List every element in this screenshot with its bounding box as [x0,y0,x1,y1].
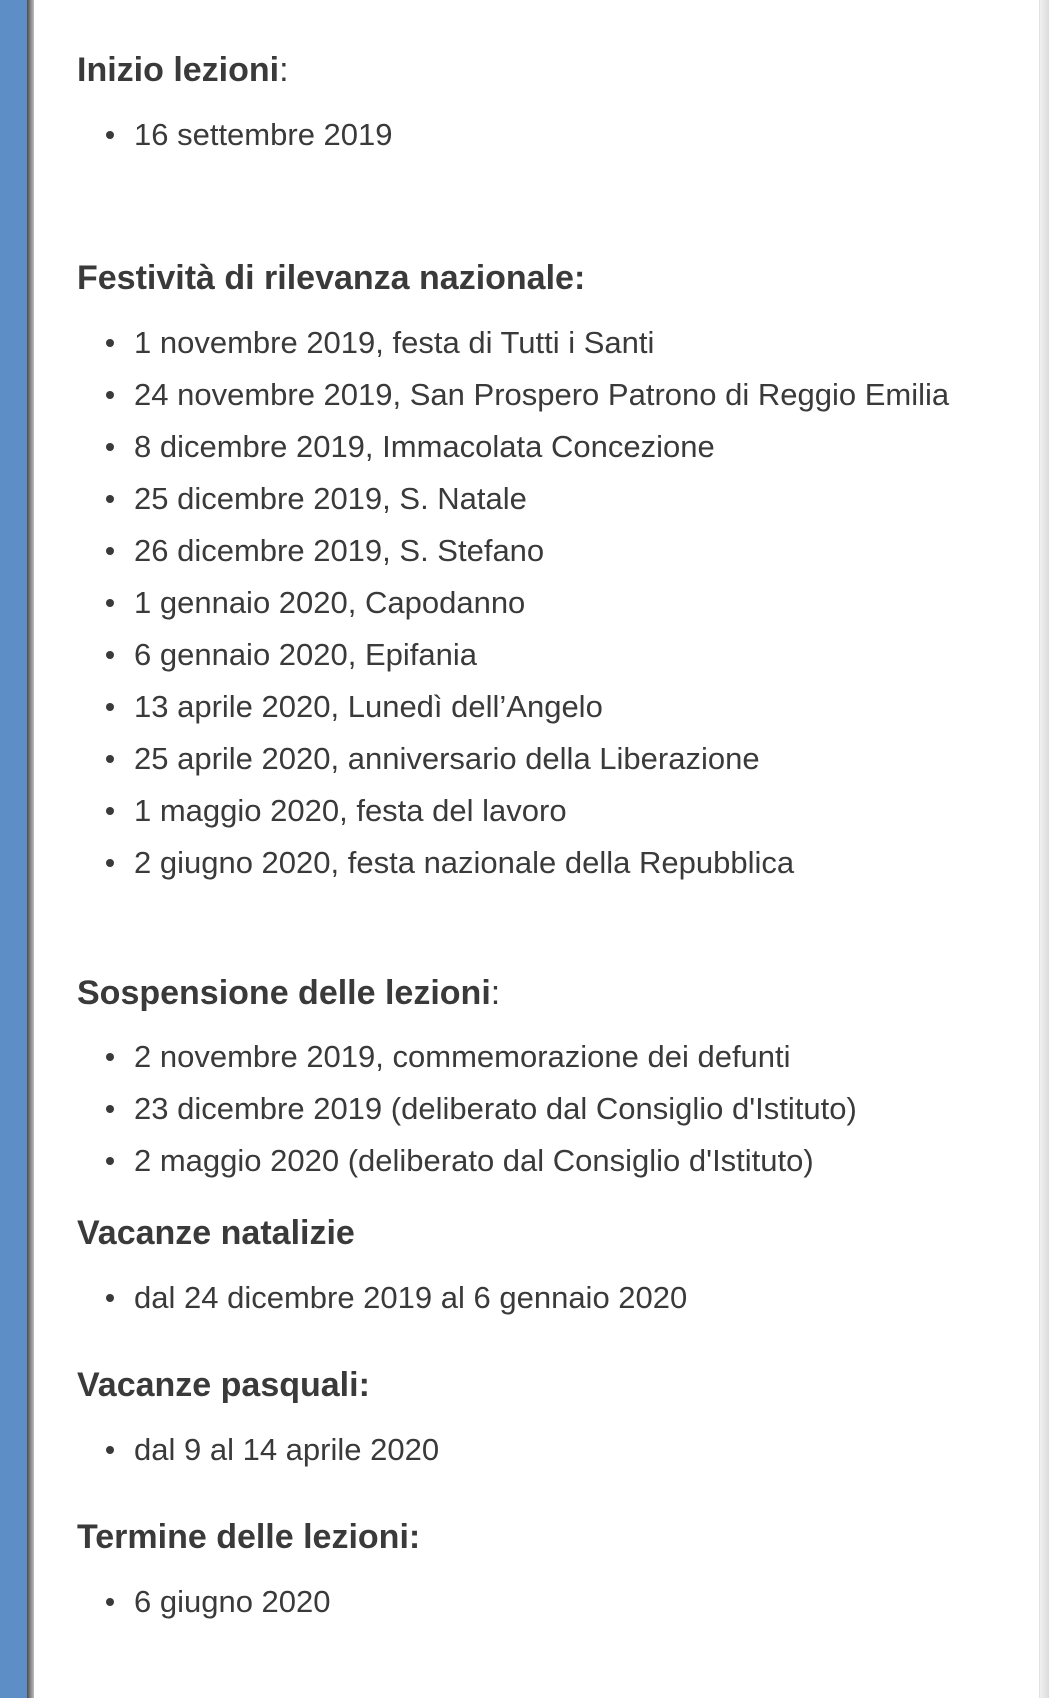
list-item-text: 23 dicembre 2019 (deliberato dal Consiglio d'Istituto) [134,1091,857,1126]
section-inizio-lezioni [77,44,393,156]
bullet-icon [106,1105,114,1113]
list-item-text: 8 dicembre 2019, Immacolata Concezione [134,429,715,464]
section-title: Termine delle lezioni: [77,1518,421,1556]
list-item-text: 13 aprile 2020, Lunedì dell’Angelo [134,689,603,724]
bullet-icon [106,1157,114,1165]
bullet-icon [106,703,114,711]
section-title: Festività di rilevanza nazionale: [77,259,586,297]
bullet-icon [106,1053,114,1061]
list-item-text: 2 maggio 2020 (deliberato dal Consiglio d'Istituto) [134,1143,814,1178]
section-title-suffix: : [490,974,501,1012]
date-list [77,1277,687,1319]
list-item-text: 6 gennaio 2020, Epifania [134,637,478,672]
list-item [77,114,393,156]
date-list [77,1429,439,1471]
section-festivita [77,252,949,884]
bullet-icon [106,755,114,763]
list-item-text: 1 maggio 2020, festa del lavoro [134,793,567,828]
list-item-text: 24 novembre 2019, San Prospero Patrono di Reggio Emilia [134,377,950,412]
date-list [77,114,393,156]
bullet-icon [106,1446,114,1454]
right-window-edge [1039,0,1049,1698]
bullet-icon [106,1598,114,1606]
bullet-icon [106,391,114,399]
list-item [77,582,949,624]
list-item-text: 26 dicembre 2019, S. Stefano [134,533,545,568]
section-title [77,967,857,1019]
bullet-icon [106,443,114,451]
bullet-icon [106,807,114,815]
list-item [77,790,949,832]
bullet-icon [106,1294,114,1302]
section-title-suffix: : [279,51,289,89]
list-item [77,686,949,728]
list-item [77,634,949,676]
list-item-text: 1 novembre 2019, festa di Tutti i Santi [134,325,655,360]
section-termine-lezioni [77,1511,420,1623]
list-item-text: dal 9 al 14 aprile 2020 [134,1432,440,1467]
list-item [77,1036,857,1078]
section-title-text: Sospensione delle lezioni [77,974,491,1012]
section-vacanze-pasquali [77,1359,439,1471]
section-sospensione [77,967,857,1182]
list-item [77,530,949,572]
left-edge-shadow [27,0,34,1698]
list-item-text: 25 dicembre 2019, S. Natale [134,481,527,516]
section-title-text: Inizio lezioni [77,51,280,89]
date-list [77,322,949,884]
list-item [77,1429,439,1471]
list-item [77,426,949,468]
section-title [77,44,393,96]
list-item-text: dal 24 dicembre 2019 al 6 gennaio 2020 [134,1280,688,1315]
list-item-text: 1 gennaio 2020, Capodanno [134,585,526,620]
bullet-icon [106,339,114,347]
list-item [77,1277,687,1319]
list-item [77,1140,857,1182]
bullet-icon [106,495,114,503]
list-item [77,1088,857,1130]
section-title: Vacanze pasquali: [77,1366,370,1404]
list-item-text: 25 aprile 2020, anniversario della Liberazione [134,741,760,776]
list-item [77,1581,420,1623]
list-item [77,478,949,520]
bullet-icon [106,547,114,555]
list-item-text: 2 novembre 2019, commemorazione dei defunti [134,1039,791,1074]
list-item [77,738,949,780]
list-item-text: 2 giugno 2020, festa nazionale della Repubblica [134,845,795,880]
bullet-icon [106,859,114,867]
date-list [77,1581,420,1623]
list-item [77,322,949,364]
left-window-edge [0,0,27,1698]
bullet-icon [106,599,114,607]
list-item [77,374,949,416]
bullet-icon [106,131,114,139]
list-item-text: 16 settembre 2019 [134,117,393,152]
section-title: Vacanze natalizie [77,1214,355,1252]
list-item-text: 6 giugno 2020 [134,1584,331,1619]
list-item [77,842,949,884]
section-vacanze-natalizie [77,1207,687,1319]
bullet-icon [106,651,114,659]
date-list [77,1036,857,1182]
